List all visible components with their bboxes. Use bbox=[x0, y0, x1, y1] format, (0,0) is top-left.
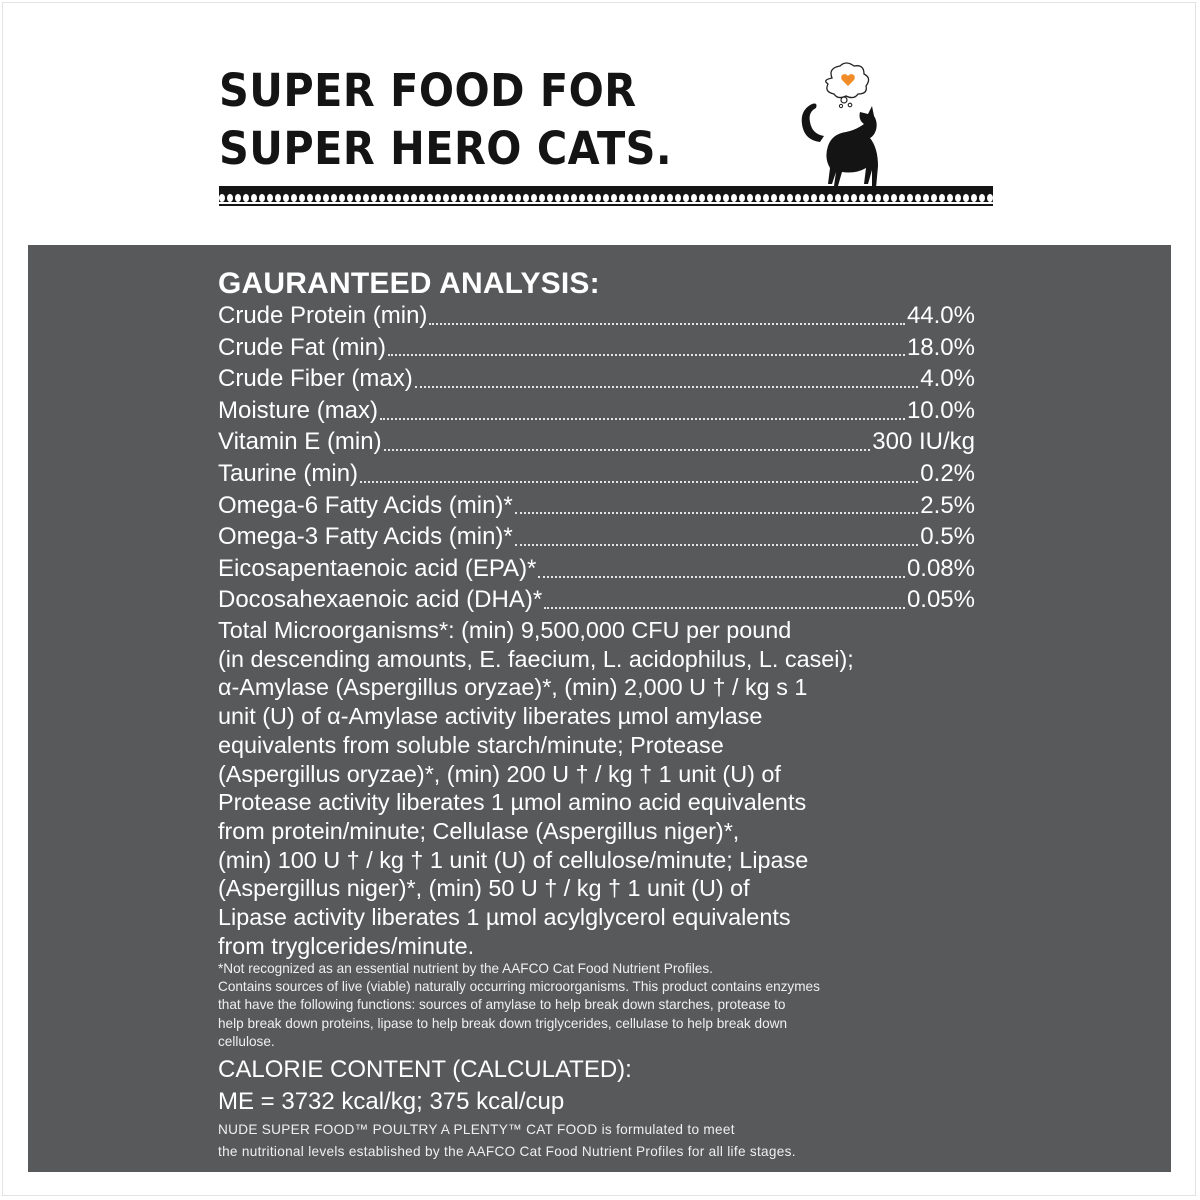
scallop-mark bbox=[931, 194, 937, 202]
scallop-mark bbox=[987, 194, 993, 202]
scallop-mark bbox=[299, 194, 305, 202]
dot-leader bbox=[360, 481, 918, 483]
footnote-line: help break down proteins, lipase to help break down triglycerides, cellulase to help break down bbox=[218, 1015, 788, 1031]
analysis-title: GAURANTEED ANALYSIS: bbox=[218, 267, 600, 300]
nutrient-value: 10.0% bbox=[906, 396, 975, 424]
scallop-mark bbox=[955, 194, 961, 202]
footnote-line: Contains sources of live (viable) naturally occurring microorganisms. This product contains enzymes bbox=[218, 979, 820, 995]
scallop-mark bbox=[427, 194, 433, 202]
scallop-mark bbox=[651, 194, 657, 202]
analysis-row bbox=[218, 426, 975, 458]
scallop-mark bbox=[315, 194, 321, 202]
dot-leader bbox=[544, 607, 905, 609]
scallop-mark bbox=[355, 194, 361, 202]
dot-leader bbox=[429, 323, 905, 325]
scallop-mark bbox=[731, 194, 737, 202]
dot-leader bbox=[380, 418, 905, 420]
dot-leader bbox=[515, 544, 919, 546]
text-line: equivalents from soluble starch/minute; Protease bbox=[218, 731, 724, 758]
scallop-mark bbox=[387, 194, 393, 202]
footnote-line: *Not recognized as an essential nutrient by the AAFCO Cat Food Nutrient Profiles. bbox=[218, 961, 713, 976]
scallop-mark bbox=[939, 194, 945, 202]
scallop-mark bbox=[435, 194, 441, 202]
scallop-mark bbox=[627, 194, 633, 202]
analysis-row bbox=[218, 363, 975, 395]
analysis-row bbox=[218, 553, 975, 585]
scallop-mark bbox=[291, 194, 297, 202]
dot-leader bbox=[384, 449, 871, 451]
nutrient-value: 44.0% bbox=[906, 302, 975, 329]
scallop-mark bbox=[899, 194, 905, 202]
scallop-mark bbox=[531, 194, 537, 202]
scallop-mark bbox=[707, 194, 713, 202]
scallop-mark bbox=[571, 194, 577, 202]
scallop-mark bbox=[331, 194, 337, 202]
scallop-mark bbox=[835, 194, 841, 202]
scallop-mark bbox=[891, 194, 897, 202]
nutrient-label: Crude Protein (min) bbox=[218, 302, 428, 329]
microorganisms-enzymes-text bbox=[218, 616, 975, 960]
scallop-mark bbox=[851, 194, 857, 202]
scallop-mark bbox=[883, 194, 889, 202]
dot-leader bbox=[538, 576, 905, 578]
analysis-row bbox=[218, 490, 975, 522]
analysis-row bbox=[218, 521, 975, 553]
text-line: Protease activity liberates 1 µmol amino acid equivalents bbox=[218, 789, 807, 816]
scallop-mark bbox=[563, 194, 569, 202]
nutrient-label: Omega-6 Fatty Acids (min)* bbox=[218, 491, 513, 519]
scallop-mark bbox=[579, 194, 585, 202]
scallop-mark bbox=[779, 194, 785, 202]
scallop-mark bbox=[859, 194, 865, 202]
text-line: from tryglcerides/minute. bbox=[218, 932, 475, 959]
scalloped-shelf-icon bbox=[219, 186, 993, 210]
dot-leader bbox=[515, 512, 919, 514]
text-line: (Aspergillus oryzae)*, (min) 200 U † / kg † 1 unit (U) of bbox=[218, 760, 781, 787]
scallop-mark bbox=[283, 194, 289, 202]
text-line: Lipase activity liberates 1 µmol acylglycerol equivalents bbox=[218, 904, 791, 931]
scallop-mark bbox=[771, 194, 777, 202]
analysis-row bbox=[218, 332, 975, 364]
scallop-mark bbox=[603, 194, 609, 202]
headline-line-2: SUPER HERO CATS. bbox=[219, 122, 673, 175]
text-line: (min) 100 U † / kg † 1 unit (U) of cellulose/minute; Lipase bbox=[218, 846, 809, 873]
scallop-mark bbox=[515, 194, 521, 202]
text-line: from protein/minute; Cellulase (Aspergillus niger)*, bbox=[218, 817, 740, 844]
footnote-line: that have the following functions: sources of amylase to help break down starches, protease to bbox=[218, 997, 786, 1013]
scallop-mark bbox=[251, 194, 257, 202]
heart-thought-bubble-icon bbox=[826, 63, 869, 108]
statement-line: the nutritional levels established by the AAFCO Cat Food Nutrient Profiles for all life stages. bbox=[218, 1144, 796, 1159]
analysis-row bbox=[218, 584, 975, 616]
scallop-mark bbox=[875, 194, 881, 202]
scallop-mark bbox=[267, 194, 273, 202]
scallop-mark bbox=[763, 194, 769, 202]
scallop-mark bbox=[691, 194, 697, 202]
scallop-mark bbox=[963, 194, 969, 202]
scallop-mark bbox=[379, 194, 385, 202]
scallop-mark bbox=[323, 194, 329, 202]
scallop-mark bbox=[347, 194, 353, 202]
dot-leader bbox=[388, 354, 905, 356]
nutrient-label: Moisture (max) bbox=[218, 396, 379, 424]
scallop-mark bbox=[723, 194, 729, 202]
scallop-mark bbox=[699, 194, 705, 202]
analysis-row bbox=[218, 300, 975, 332]
scallop-mark bbox=[411, 194, 417, 202]
scallop-mark bbox=[795, 194, 801, 202]
cat-silhouette-icon bbox=[792, 62, 888, 192]
scallop-mark bbox=[523, 194, 529, 202]
scallop-mark bbox=[979, 194, 985, 202]
scallop-mark bbox=[867, 194, 873, 202]
text-line: α-Amylase (Aspergillus oryzae)*, (min) 2,000 U † / kg s 1 bbox=[218, 674, 808, 701]
scallop-mark bbox=[219, 194, 225, 202]
text-line: Total Microorganisms*: (min) 9,500,000 CFU per pound bbox=[218, 617, 792, 643]
nutrient-label: Crude Fiber (max) bbox=[218, 365, 413, 393]
scallop-mark bbox=[827, 194, 833, 202]
scallop-mark bbox=[459, 194, 465, 202]
scallop-mark bbox=[971, 194, 977, 202]
scallop-mark bbox=[259, 194, 265, 202]
aafco-footnote bbox=[218, 960, 975, 1051]
scallop-mark bbox=[475, 194, 481, 202]
nutrient-value: 0.5% bbox=[920, 523, 975, 551]
scallop-mark bbox=[947, 194, 953, 202]
scallop-mark bbox=[595, 194, 601, 202]
calorie-content-title: CALORIE CONTENT (CALCULATED): bbox=[218, 1056, 632, 1083]
nutrient-value: 0.2% bbox=[920, 459, 975, 487]
headline bbox=[219, 62, 672, 178]
scallop-mark bbox=[811, 194, 817, 202]
nutrient-label: Omega-3 Fatty Acids (min)* bbox=[218, 523, 513, 551]
nutrient-value: 0.08% bbox=[906, 554, 975, 582]
text-line: (Aspergillus niger)*, (min) 50 U † / kg † 1 unit (U) of bbox=[218, 875, 750, 902]
nutrient-label: Docosahexaenoic acid (DHA)* bbox=[218, 586, 543, 614]
headline-line-1: SUPER FOOD FOR bbox=[219, 64, 637, 117]
guaranteed-analysis-panel bbox=[28, 245, 1171, 1172]
dot-leader bbox=[415, 386, 919, 388]
scallop-mark bbox=[755, 194, 761, 202]
analysis-table bbox=[218, 300, 975, 616]
scallop-mark bbox=[619, 194, 625, 202]
scallop-mark bbox=[923, 194, 929, 202]
statement-line: NUDE SUPER FOOD™ POULTRY A PLENTY™ CAT FOOD is formulated to meet bbox=[218, 1122, 735, 1137]
scallop-mark bbox=[419, 194, 425, 202]
nutrient-value: 300 IU/kg bbox=[872, 428, 975, 456]
scallop-mark bbox=[843, 194, 849, 202]
footnote-line: cellulose. bbox=[218, 1033, 275, 1049]
scallop-mark bbox=[739, 194, 745, 202]
scallop-mark bbox=[371, 194, 377, 202]
scallop-mark bbox=[819, 194, 825, 202]
analysis-row bbox=[218, 395, 975, 427]
nutrient-value: 18.0% bbox=[906, 333, 975, 361]
nutrient-value: 4.0% bbox=[920, 365, 975, 393]
scallop-mark bbox=[307, 194, 313, 202]
scallop-mark bbox=[907, 194, 913, 202]
scallop-mark bbox=[395, 194, 401, 202]
nutrient-label: Taurine (min) bbox=[218, 459, 359, 487]
scallop-mark bbox=[715, 194, 721, 202]
scallop-mark bbox=[275, 194, 281, 202]
scallop-mark bbox=[483, 194, 489, 202]
scallop-mark bbox=[499, 194, 505, 202]
scallop-mark bbox=[659, 194, 665, 202]
scallop-mark bbox=[747, 194, 753, 202]
calorie-content-value: ME = 3732 kcal/kg; 375 kcal/cup bbox=[218, 1088, 565, 1115]
scallop-mark bbox=[227, 194, 233, 202]
scallop-mark bbox=[611, 194, 617, 202]
scallop-mark bbox=[451, 194, 457, 202]
scallop-mark bbox=[787, 194, 793, 202]
scallop-mark bbox=[915, 194, 921, 202]
text-line: unit (U) of α-Amylase activity liberates µmol amylase bbox=[218, 703, 763, 730]
nutrient-label: Eicosapentaenoic acid (EPA)* bbox=[218, 554, 537, 582]
nutrient-label: Vitamin E (min) bbox=[218, 428, 382, 456]
scallop-mark bbox=[803, 194, 809, 202]
analysis-row bbox=[218, 458, 975, 490]
scallop-mark bbox=[443, 194, 449, 202]
scallop-mark bbox=[467, 194, 473, 202]
nutrient-value: 0.05% bbox=[906, 586, 975, 614]
scallop-mark bbox=[339, 194, 345, 202]
scallop-mark bbox=[635, 194, 641, 202]
scallop-mark bbox=[539, 194, 545, 202]
scallop-mark bbox=[547, 194, 553, 202]
text-line: (in descending amounts, E. faecium, L. acidophilus, L. casei); bbox=[218, 645, 854, 672]
scallop-mark bbox=[363, 194, 369, 202]
scallop-mark bbox=[235, 194, 241, 202]
scallop-mark bbox=[587, 194, 593, 202]
nutrient-value: 2.5% bbox=[920, 491, 975, 519]
scallop-mark bbox=[555, 194, 561, 202]
nutrient-label: Crude Fat (min) bbox=[218, 333, 387, 361]
aafco-statement bbox=[218, 1119, 975, 1163]
scallop-mark bbox=[667, 194, 673, 202]
scallop-mark bbox=[675, 194, 681, 202]
scallop-mark bbox=[683, 194, 689, 202]
scallop-mark bbox=[643, 194, 649, 202]
scallop-mark bbox=[507, 194, 513, 202]
scallop-mark bbox=[491, 194, 497, 202]
scallop-mark bbox=[403, 194, 409, 202]
scallop-mark bbox=[243, 194, 249, 202]
